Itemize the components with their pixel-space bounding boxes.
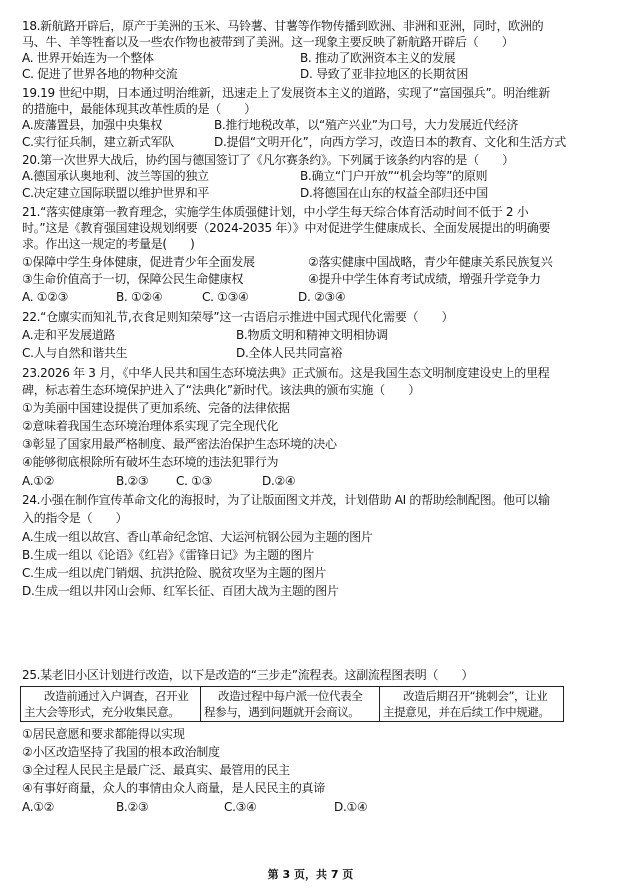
q22-option-b: B.物质文明和精神文明相协调: [236, 328, 388, 342]
flow-step-1-line-2: 主大会等形式，充分收集民意。: [24, 705, 180, 719]
q19-stem-line-1: 19.19 世纪中期，日本通过明治维新，迅速走上了发展资本主义的道路，实现了“富国强兵”。明治维新: [22, 86, 550, 100]
q24-stem-line-1: 24.小强在制作宣传革命文化的海报时，为了让版面图文并茂，计划借助 AI 的帮助绘制配图。他可以输: [22, 493, 550, 507]
q22-stem-line-1: 22.“仓廪实而知礼节,衣食足则知荣辱”这一古语启示推进中国式现代化需要（ ）: [22, 310, 454, 324]
q21-statement-1: ①保障中学生身体健康，促进青少年全面发展: [22, 255, 255, 269]
q25-option-b: B.②③: [116, 800, 149, 814]
q25-option-a: A.①②: [22, 800, 55, 814]
q20-option-b: B.确立“门户开放”“机会均等”的原则: [300, 169, 488, 183]
q22-option-d: D.全体人民共同富裕: [236, 346, 343, 360]
q22-option-c: C.人与自然和谐共生: [22, 346, 128, 360]
flow-step-2: [201, 686, 380, 722]
q24-option-d: D.生成一组以井冈山会师、红军长征、百团大战为主题的图片: [22, 584, 339, 598]
q23-option-a: A.①②: [22, 474, 55, 488]
q25-statement-4: ④有事好商量，众人的事情由众人商量，是人民民主的真谛: [22, 781, 325, 795]
flow-step-3: [380, 686, 564, 722]
q24-option-b: B.生成一组以《论语》《红岩》《雷锋日记》为主题的图片: [22, 548, 314, 562]
q20-stem-line-1: 20.第一次世界大战后，协约国与德国签订了《凡尔赛条约》。下列属于该条约内容的是（ ）: [22, 153, 514, 167]
q21-statement-3: ③生命价值高于一切，保障公民生命健康权: [22, 272, 244, 286]
q21-statement-4: ④提升中学生体育考试成绩，增强升学竞争力: [308, 272, 541, 286]
q23-option-d: D.②④: [262, 474, 296, 488]
q25-option-d: D.①④: [334, 800, 368, 814]
q24-stem-line-2: 入的指令是（ ）: [22, 511, 128, 525]
q18-option-d: D. 导致了亚非拉地区的长期贫困: [300, 67, 469, 81]
page-footer: 第 3 页，共 7 页: [267, 868, 354, 881]
q21-stem-line-2: 时。”这是《教育强国建设规划纲要（2024-2035 年）》中对促进学生健康成长、全面发展提出的明确要: [22, 221, 551, 235]
flow-step-1: [20, 686, 201, 722]
q18-option-b: B. 推动了欧洲资本主义的发展: [300, 51, 456, 65]
flow-step-2-line-2: 程参与，遇到问题就开会商议。: [204, 705, 360, 719]
q25-statement-2: ②小区改造坚持了我国的根本政治制度: [22, 745, 220, 759]
process-flow-table: [20, 686, 564, 722]
q25-statement-1: ①居民意愿和要求都能得以实现: [22, 727, 185, 741]
q25-option-c: C.③④: [224, 800, 257, 814]
q19-option-b: B.推行地税改革，以“殖产兴业”为口号，大力发展近代经济: [214, 118, 519, 132]
q21-statement-2: ②落实健康中国战略，青少年健康关系民族复兴: [308, 255, 553, 269]
q21-stem-line-1: 21.“落实健康第一教育理念，实施学生体质强健计划，中小学生每天综合体育活动时间不低于 2 小: [22, 205, 529, 219]
q25-statement-3: ③全过程人民民主是最广泛、最真实、最管用的民主: [22, 763, 290, 777]
q23-statement-2: ②意味着我国生态环境治理体系实现了完全现代化: [22, 419, 279, 433]
q23-stem-line-1: 23.2026 年 3 月，《中华人民共和国生态环境法典》正式颁布。这是我国生态文明制度建设史上的里程: [22, 366, 550, 380]
q23-statement-4: ④能够彻底根除所有破坏生态环境的违法犯罪行为: [22, 455, 279, 469]
q18-option-a: A. 世界开始连为一个整体: [22, 51, 154, 65]
q20-option-a: A.德国承认奥地利、波兰等国的独立: [22, 169, 209, 183]
flow-step-3-line-2: 主提意见，并在后续工作中规避。: [383, 705, 550, 719]
q23-option-c: C. ①③: [176, 474, 213, 488]
q19-stem-line-2: 的措施中，最能体现其改革性质的是（ ）: [22, 102, 257, 116]
q18-stem-line-1: 18.新航路开辟后，原产于美洲的玉米、马铃薯、甘薯等作物传播到欧洲、非洲和亚洲，同时，欧洲的: [22, 19, 544, 33]
q23-stem-line-2: 碑，标志着生态环境保护进入了“法典化”新时代。该法典的颁布实施（ ）: [22, 383, 420, 397]
q24-option-c: C.生成一组以虎门销烟、抗洪抢险、脱贫攻坚为主题的图片: [22, 566, 327, 580]
q21-option-c: C. ①③④: [202, 290, 249, 304]
q21-option-b: B. ①②④: [116, 290, 163, 304]
q22-option-a: A.走和平发展道路: [22, 328, 116, 342]
q25-stem-line-1: 25.某老旧小区计划进行改造，以下是改造的“三步走”流程表。这副流程图表明（ ）: [22, 668, 474, 682]
q20-option-d: D.将德国在山东的权益全部归还中国: [300, 186, 488, 200]
q19-option-a: A.废藩置县，加强中央集权: [22, 118, 162, 132]
q21-option-d: D. ②③④: [298, 290, 346, 304]
q18-option-c: C. 促进了世界各地的物种交流: [22, 67, 178, 81]
q19-option-c: C.实行征兵制，建立新式军队: [22, 135, 174, 149]
flow-step-2-line-1: 改造过程中每户派一位代表全: [218, 689, 363, 703]
q21-stem-line-3: 求。作出这一规定的考量是( ): [22, 237, 195, 251]
q18-stem-line-2: 马、牛、羊等牲畜以及一些农作物也被带到了美洲。这一现象主要反映了新航路开辟后（ ）: [22, 35, 514, 49]
flow-step-1-line-1: 改造前通过入户调查，召开业: [44, 689, 189, 703]
q23-statement-3: ③彰显了国家用最严格制度、最严密法治保护生态环境的决心: [22, 437, 337, 451]
q23-statement-1: ①为美丽中国建设提供了更加系统、完备的法律依据: [22, 401, 290, 415]
q24-option-a: A.生成一组以故宫、香山革命纪念馆、大运河杭钢公园为主题的图片: [22, 530, 373, 544]
q19-option-d: D.提倡“文明开化”，向西方学习，改造日本的教育、文化和生活方式: [214, 135, 566, 149]
flow-step-3-line-1: 改造后期召开“挑刺会”，让业: [403, 689, 548, 703]
q23-option-b: B.②③: [116, 474, 149, 488]
q20-option-c: C.决定建立国际联盟以维护世界和平: [22, 186, 210, 200]
q21-option-a: A. ①②③: [22, 290, 69, 304]
